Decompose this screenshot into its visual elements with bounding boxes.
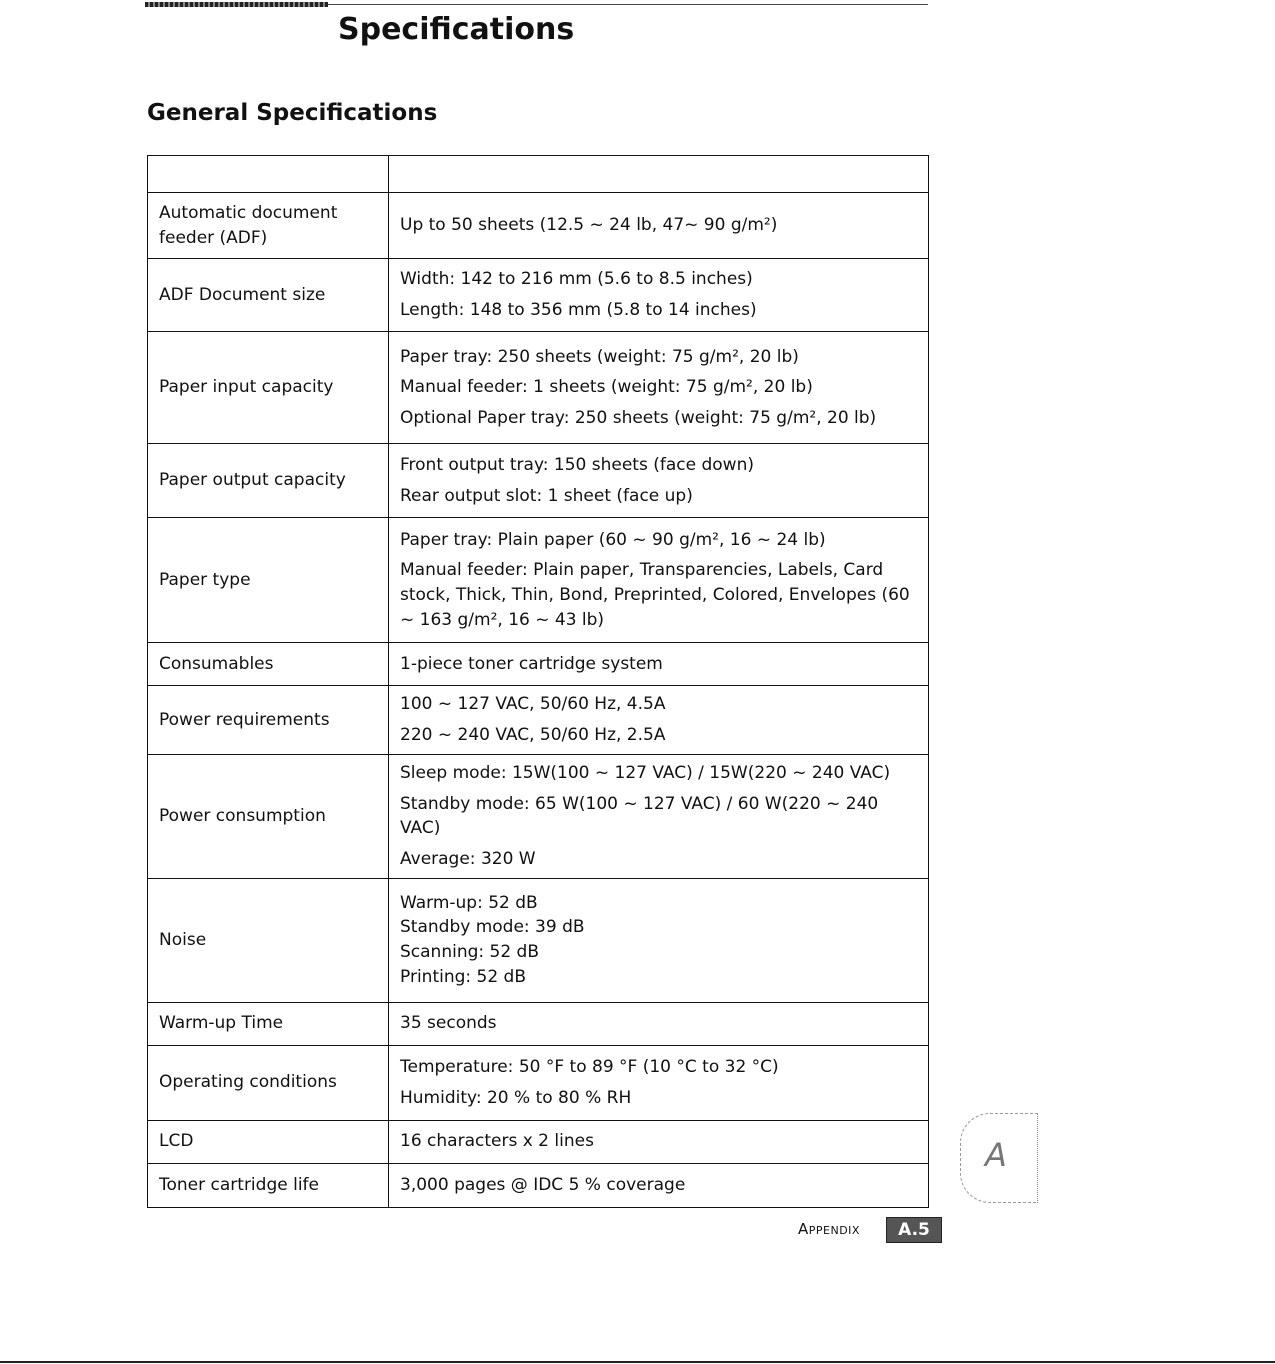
spec-value: 16 characters x 2 lines xyxy=(400,1131,594,1152)
spec-value: Width: 142 to 216 mm (5.6 to 8.5 inches) xyxy=(400,269,753,290)
spec-value: Average: 320 W xyxy=(400,848,536,869)
table-row xyxy=(148,643,929,686)
spec-value-cell xyxy=(389,755,929,879)
table-header-row xyxy=(148,156,929,193)
spec-value-cell xyxy=(389,518,929,643)
table-row xyxy=(148,444,929,518)
spec-value: Printing: 52 dB xyxy=(400,966,527,987)
appendix-side-tab xyxy=(960,1113,1038,1203)
spec-value: Warm-up: 52 dB xyxy=(400,892,538,913)
table-row xyxy=(148,1045,929,1120)
table-row xyxy=(148,1002,929,1045)
spec-value: 100 ~ 127 VAC, 50/60 Hz, 4.5A xyxy=(400,694,666,715)
spec-value-cell xyxy=(389,259,929,332)
spec-label: Power consumption xyxy=(148,755,389,879)
bottom-rule xyxy=(0,1361,1275,1363)
spec-value-cell xyxy=(389,1002,929,1045)
spec-value: Sleep mode: 15W(100 ~ 127 VAC) / 15W(220 ~ 240 VAC) xyxy=(400,763,891,783)
spec-label: Toner cartridge life xyxy=(148,1163,389,1207)
spec-value: 3,000 pages @ IDC 5 % coverage xyxy=(400,1174,686,1195)
spec-value-cell xyxy=(389,878,929,1002)
header-decoration-bar xyxy=(145,2,328,7)
spec-value: Paper tray: Plain paper (60 ~ 90 g/m², 16 ~ 24 lb) xyxy=(400,529,826,550)
spec-label: LCD xyxy=(148,1120,389,1163)
spec-value-cell xyxy=(389,444,929,518)
table-row xyxy=(148,1163,929,1207)
spec-label: Operating conditions xyxy=(148,1045,389,1120)
spec-label: Paper output capacity xyxy=(148,444,389,518)
spec-value-cell xyxy=(389,332,929,444)
spec-value: Optional Paper tray: 250 sheets (weight: 75 g/m², 20 lb) xyxy=(400,407,877,428)
spec-label: Noise xyxy=(148,878,389,1002)
spec-value: Rear output slot: 1 sheet (face up) xyxy=(400,485,693,506)
spec-label: Automatic document feeder (ADF) xyxy=(148,193,389,259)
table-row xyxy=(148,259,929,332)
spec-value: Temperature: 50 °F to 89 °F (10 °C to 32 °C) xyxy=(400,1056,779,1077)
spec-value: Standby mode: 65 W(100 ~ 127 VAC) / 60 W(220 ~ 240 VAC) xyxy=(400,793,879,839)
spec-label: Paper input capacity xyxy=(148,332,389,444)
spec-value: Humidity: 20 % to 80 % RH xyxy=(400,1087,632,1108)
spec-value: Front output tray: 150 sheets (face down) xyxy=(400,454,754,475)
spec-label: Warm-up Time xyxy=(148,1002,389,1045)
spec-value-cell xyxy=(389,1163,929,1207)
spec-label: Consumables xyxy=(148,643,389,686)
table-row xyxy=(148,755,929,879)
spec-value: Standby mode: 39 dB xyxy=(400,917,585,938)
table-row xyxy=(148,332,929,444)
footer-section-label: Appendix xyxy=(798,1220,860,1238)
spec-label: Power requirements xyxy=(148,686,389,755)
page-number: A.5 xyxy=(886,1217,942,1243)
table-row xyxy=(148,1120,929,1163)
side-tab-letter: A xyxy=(985,1136,1007,1174)
spec-label: ADF Document size xyxy=(148,259,389,332)
spec-value-cell xyxy=(389,686,929,755)
table-row xyxy=(148,193,929,259)
spec-value: 1-piece toner cartridge system xyxy=(400,653,663,674)
spec-value-cell xyxy=(389,1120,929,1163)
table-row xyxy=(148,878,929,1002)
spec-value: Length: 148 to 356 mm (5.8 to 14 inches) xyxy=(400,300,757,320)
header-rule xyxy=(328,4,928,5)
spec-value-cell xyxy=(389,193,929,259)
table-row xyxy=(148,686,929,755)
table-row xyxy=(148,518,929,643)
spec-value-cell xyxy=(389,1045,929,1120)
spec-value-cell xyxy=(389,643,929,686)
spec-value: Scanning: 52 dB xyxy=(400,942,540,963)
spec-value: Manual feeder: Plain paper, Transparencies, Labels, Card stock, Thick, Thin, Bond, Preprinted, Colored, Envelopes (60 ~ 163 g/m², 16 ~ 43 lb) xyxy=(400,560,910,630)
spec-label: Paper type xyxy=(148,518,389,643)
spec-value: Up to 50 sheets (12.5 ~ 24 lb, 47~ 90 g/m²) xyxy=(400,215,778,236)
page-title: Specifications xyxy=(338,12,575,47)
section-heading: General Specifications xyxy=(147,100,438,126)
spec-value: Manual feeder: 1 sheets (weight: 75 g/m², 20 lb) xyxy=(400,377,813,398)
specifications-table xyxy=(147,155,929,1208)
spec-value: Paper tray: 250 sheets (weight: 75 g/m², 20 lb) xyxy=(400,346,799,367)
spec-value: 35 seconds xyxy=(400,1013,497,1034)
spec-value: 220 ~ 240 VAC, 50/60 Hz, 2.5A xyxy=(400,725,666,745)
